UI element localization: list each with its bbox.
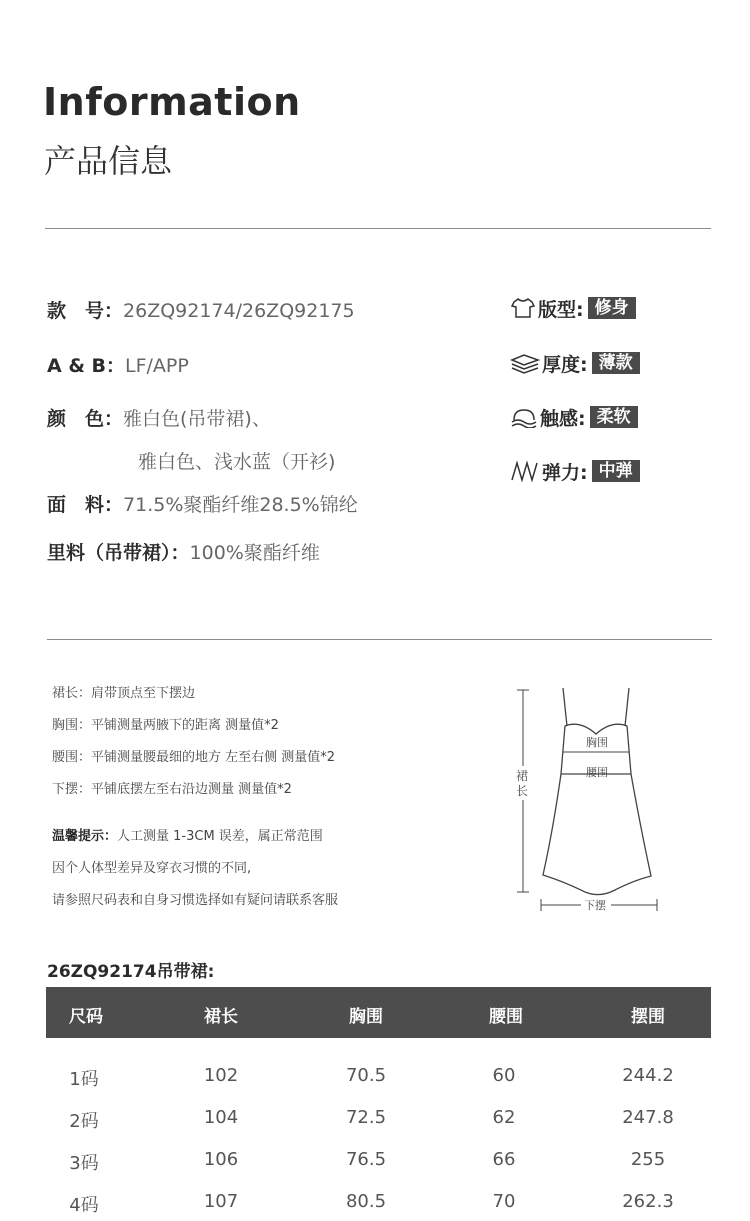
attr-thickness-value: 薄款 [592,352,640,374]
cell-waist: 66 [492,1149,516,1170]
lining-label: 里料（吊带裙）： [47,542,190,564]
cell-size: 3码 [69,1153,99,1174]
style-number-value: 26ZQ92174/26ZQ92175 [123,300,355,322]
length-label-2: 长 [516,784,529,798]
info-color [47,404,271,431]
tip-label: 温馨提示： [52,829,118,844]
cell-length: 107 [203,1191,239,1212]
hand-touch-icon [510,406,538,428]
note-tip-line2: 因个人体型差异及穿衣习惯的不同, [52,861,252,876]
cell-length: 106 [203,1149,239,1170]
attr-feel-value: 柔软 [590,406,638,428]
note-skirt-length: 裙长：肩带顶点至下摆边 [52,686,196,701]
attr-thickness-label: 厚度: [542,353,588,376]
attr-fit [510,295,636,321]
tip-text: 人工测量 1-3CM 误差，属正常范围 [117,829,323,844]
header-size: 尺码 [69,1007,103,1027]
attr-feel [510,404,638,430]
info-ab [47,351,189,378]
header-bust: 胸围 [349,1007,383,1027]
note-tip [52,825,323,844]
title-chinese: 产品信息 [44,142,173,180]
info-color-line2 [138,447,335,474]
header-length: 裙长 [204,1007,238,1027]
cell-bust: 76.5 [345,1149,387,1170]
cell-hem: 247.8 [622,1107,674,1128]
divider-top [45,228,711,229]
ab-value: LF/APP [125,355,189,377]
cell-bust: 72.5 [345,1107,387,1128]
cell-length: 104 [203,1107,239,1128]
info-fabric [47,490,358,517]
cell-bust: 70.5 [345,1065,387,1086]
table-row [46,1191,711,1221]
fabric-label: 面 料： [47,494,124,516]
info-style-number [47,296,355,323]
note-bust: 胸围：平铺测量两腋下的距离 测量值*2 [52,718,279,733]
hem-label: 下摆 [584,899,606,912]
color-line-1: 雅白色(吊带裙)、 [123,408,271,430]
fabric-value: 71.5%聚酯纤维28.5%锦纶 [123,494,358,516]
attr-fit-value: 修身 [588,297,636,319]
attr-elasticity-label: 弹力: [542,461,588,484]
attr-elasticity-value: 中弹 [592,460,640,482]
size-table-title: 26ZQ92174吊带裙: [47,962,215,982]
stretch-icon [510,460,540,482]
attr-feel-label: 触感: [540,407,586,430]
cell-hem: 255 [630,1149,666,1170]
cell-size: 1码 [69,1069,99,1090]
layers-icon [510,352,540,374]
cell-waist: 60 [492,1065,516,1086]
attr-fit-label: 版型: [538,298,584,321]
lining-value: 100%聚酯纤维 [189,542,320,564]
waist-label: 腰围 [586,766,608,779]
bust-label: 胸围 [586,736,608,749]
cell-hem: 244.2 [622,1065,674,1086]
style-number-label: 款 号： [47,300,124,322]
shirt-icon [510,297,536,319]
info-lining [47,538,320,565]
length-label-1: 裙 [516,769,529,783]
attr-thickness [510,350,640,376]
cell-hem: 262.3 [622,1191,674,1212]
table-row [46,1149,711,1179]
attr-elasticity [510,458,640,484]
color-line-2: 雅白色、浅水蓝（开衫) [138,451,336,473]
dress-diagram [505,680,675,915]
divider-middle [47,639,712,640]
cell-waist: 70 [492,1191,516,1212]
size-table-header [46,987,711,1038]
note-hem: 下摆：平铺底摆左至右沿边测量 测量值*2 [52,782,292,797]
cell-bust: 80.5 [345,1191,387,1212]
cell-length: 102 [203,1065,239,1086]
color-label: 颜 色： [47,408,124,430]
ab-label: A & B： [47,355,125,377]
title-english: Information [43,80,301,124]
header-hem: 摆围 [631,1007,665,1027]
note-tip-line3: 请参照尺码表和自身习惯选择如有疑问请联系客服 [52,893,339,908]
cell-waist: 62 [492,1107,516,1128]
table-row [46,1065,711,1095]
header-waist: 腰围 [489,1007,523,1027]
note-waist: 腰围：平铺测量腰最细的地方 左至右侧 测量值*2 [52,750,336,765]
table-row [46,1107,711,1137]
cell-size: 4码 [69,1195,99,1216]
cell-size: 2码 [69,1111,99,1132]
